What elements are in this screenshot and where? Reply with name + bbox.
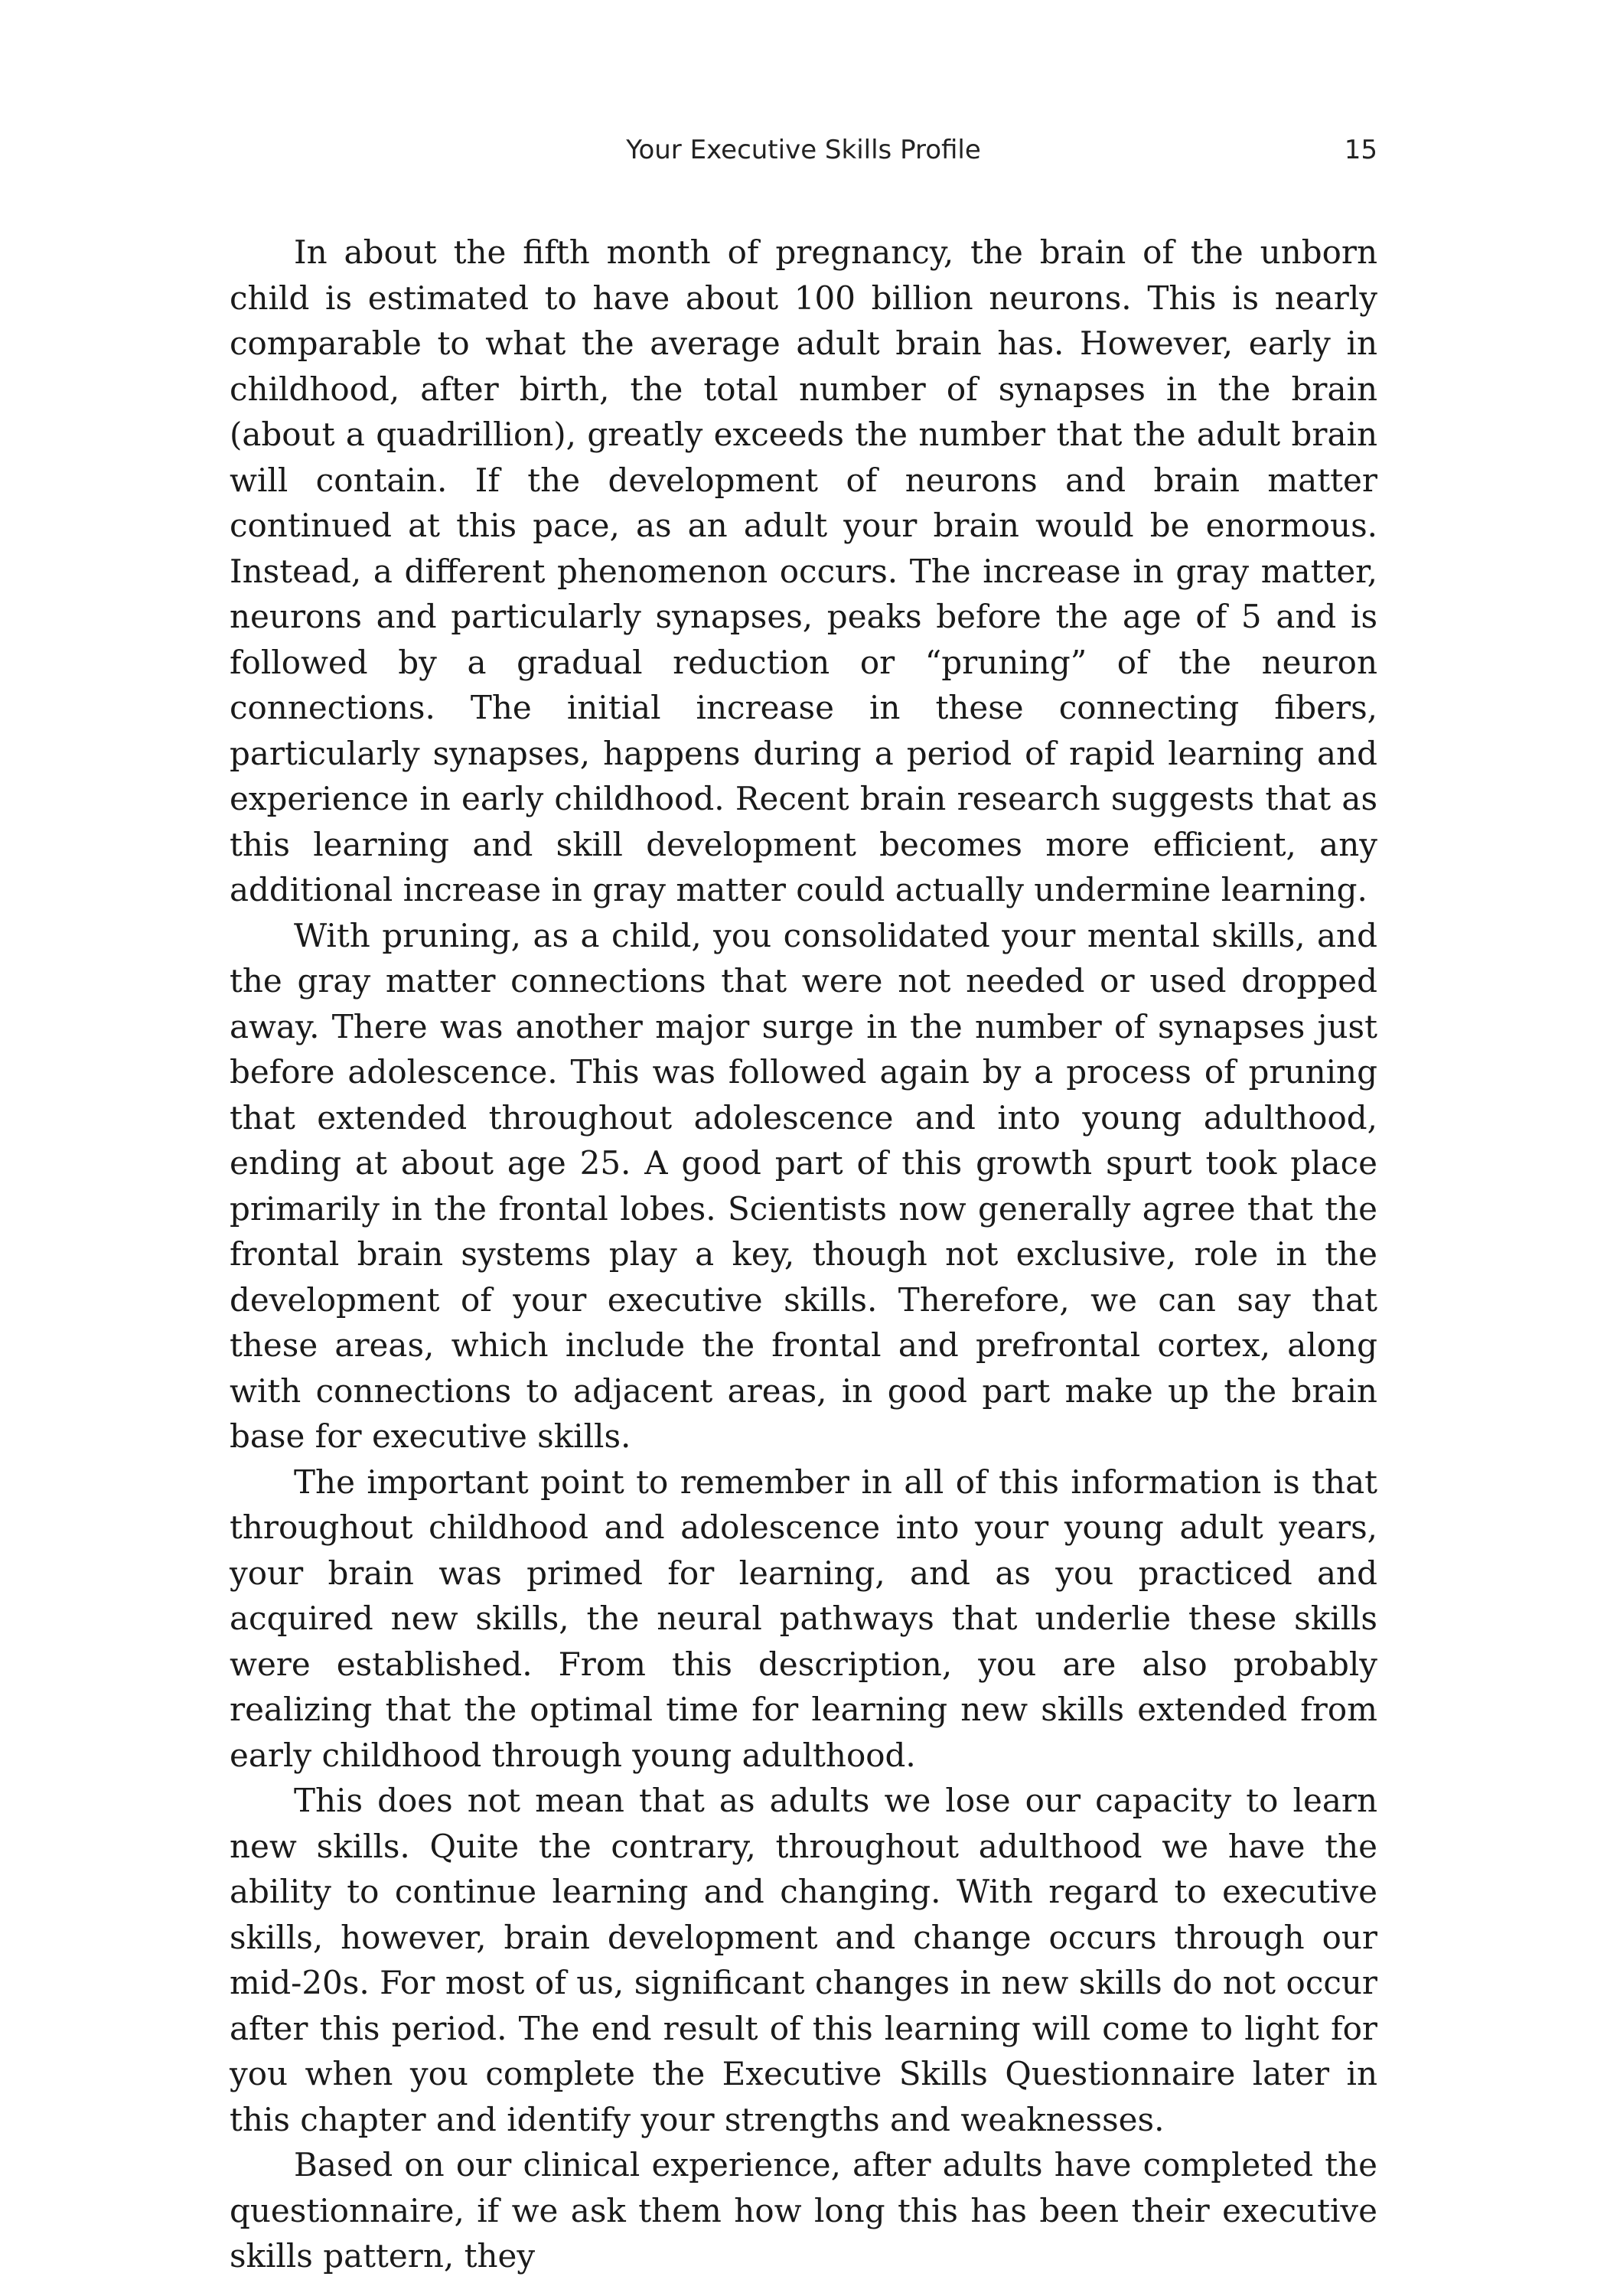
paragraph: The important point to remember in all of this information is that throughout childhood and adolescence into your young adult years, your brain was primed for learning, and as you practiced and acquired new skills, the neural pathways that underlie these skills were established. From this description, you are also probably realizing that the optimal time for learning new skills extended from early childhood through young adulthood. [230, 1463, 1377, 1774]
body-text [230, 230, 1377, 2279]
page-number: 15 [1344, 135, 1377, 165]
paragraph: This does not mean that as adults we lose our capacity to learn new skills. Quite the contrary, throughout adulthood we have the ability to continue learning and changing. With regard to executive skills, however, brain development and change occurs through our mid-20s. For most of us, significant changes in new skills do not occur after this period. The end result of this learning will come to light for you when you complete the Executive Skills Questionnaire later in this chapter and identify your strengths and weaknesses. [230, 1782, 1377, 2138]
running-head [230, 135, 1377, 173]
running-title: Your Executive Skills Profile [626, 135, 981, 165]
paragraph: In about the fifth month of pregnancy, the brain of the unborn child is estimated to have about 100 billion neurons. This is nearly comparable to what the average adult brain has. However, early in childhood, after birth, the total number of synapses in the brain (about a quadrillion), greatly exceeds the number that the adult brain will contain. If the development of neurons and brain matter continued at this pace, as an adult your brain would be enormous. Instead, a different phenomenon occurs. The increase in gray matter, neurons and particularly synapses, peaks before the age of 5 and is followed by a gradual reduction or “pruning” of the neuron connections. The initial increase in these connecting fibers, particularly synapses, happens during a period of rapid learning and experience in early childhood. Recent brain research suggests that as this learning and skill development becomes more efficient, any additional increase in gray matter could actually undermine learning. [230, 233, 1377, 908]
paragraph: Based on our clinical experience, after adults have completed the questionnaire, if we ask them how long this has been their executive skills pattern, they [230, 2146, 1377, 2275]
paragraph: With pruning, as a child, you consolidated your mental skills, and the gray matter connections that were not needed or used dropped away. There was another major surge in the number of synapses just before adolescence. This was followed again by a process of pruning that extended throughout adolescence and into young adulthood, ending at about age 25. A good part of this growth spurt took place primarily in the frontal lobes. Scientists now generally agree that the frontal brain systems play a key, though not exclusive, role in the development of your executive skills. Therefore, we can say that these areas, which include the frontal and prefrontal cortex, along with connections to adjacent areas, in good part make up the brain base for executive skills. [230, 916, 1377, 1455]
